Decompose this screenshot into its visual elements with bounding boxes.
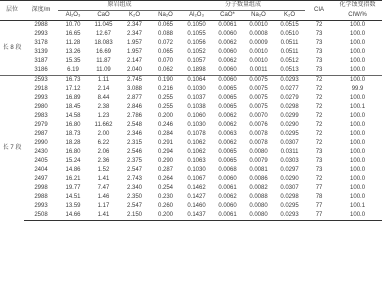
- value-cell: 73: [315, 149, 323, 155]
- value-cell: 0.0010: [249, 49, 268, 55]
- value-cell: 16.73: [58, 76, 88, 86]
- value-cell: 72: [315, 131, 323, 137]
- subheader-mol-na2o: Na₂O: [251, 12, 266, 18]
- value-cell: 0.1063: [187, 158, 206, 164]
- value-cell: 18.28: [65, 140, 81, 146]
- value-cell: 0.0070: [249, 113, 268, 119]
- value-cell: 0.246: [158, 122, 174, 128]
- depth-cell: 3187: [34, 58, 48, 64]
- value-cell: 0.290: [158, 158, 174, 164]
- value-cell: 72: [315, 113, 323, 119]
- header-molecular-composition: 分子数量组成: [181, 1, 305, 11]
- value-cell: 0.1055: [187, 31, 206, 37]
- table-row: [0, 39, 382, 48]
- subheader-raw-na2o: Na₂O: [158, 12, 173, 18]
- depth-cell: 2993: [34, 31, 48, 37]
- value-cell: 100.0: [350, 185, 366, 191]
- value-cell: 2.06: [97, 149, 110, 155]
- header-cia: CIA: [314, 7, 325, 13]
- value-cell: 0.0068: [218, 167, 237, 173]
- value-cell: 0.0307: [280, 140, 299, 146]
- value-cell: 0.200: [150, 211, 181, 221]
- value-cell: 0.0009: [249, 40, 268, 46]
- value-cell: 72: [315, 95, 323, 101]
- value-cell: 2.147: [126, 58, 142, 64]
- value-cell: 11.045: [94, 22, 113, 28]
- value-cell: 0.1898: [187, 67, 206, 73]
- table-row: [0, 157, 382, 166]
- value-cell: 99.9: [351, 86, 364, 92]
- value-cell: 77: [305, 211, 333, 221]
- value-cell: 73: [315, 67, 323, 73]
- value-cell: 100.0: [350, 194, 366, 200]
- value-cell: 0.0008: [249, 31, 268, 37]
- depth-cell: 2497: [34, 176, 48, 182]
- value-cell: 72: [315, 140, 323, 146]
- table-row: [0, 30, 382, 39]
- table-row: [0, 166, 382, 175]
- value-cell: 100.0: [350, 167, 366, 173]
- value-cell: 2.745: [119, 76, 150, 86]
- value-cell: 0.0078: [249, 131, 268, 137]
- value-cell: 2.846: [126, 104, 142, 110]
- value-cell: 0.0299: [280, 113, 299, 119]
- depth-cell: 2983: [34, 113, 48, 119]
- layer-label: 长 7 段: [0, 76, 24, 221]
- table-row: [0, 193, 382, 202]
- value-cell: 2.315: [126, 140, 142, 146]
- value-cell: 2.00: [97, 131, 110, 137]
- value-cell: 0.0060: [218, 67, 237, 73]
- value-cell: 72: [315, 86, 323, 92]
- value-cell: 1.41: [97, 176, 110, 182]
- value-cell: 0.0010: [249, 22, 268, 28]
- value-cell: 0.190: [150, 76, 181, 86]
- value-cell: 0.0011: [249, 67, 268, 73]
- value-cell: 0.0060: [218, 31, 237, 37]
- depth-cell: 3178: [34, 40, 48, 46]
- value-cell: 0.1060: [187, 113, 206, 119]
- value-cell: 2.36: [97, 158, 110, 164]
- value-cell: 2.546: [126, 149, 142, 155]
- value-cell: 77: [315, 185, 323, 191]
- value-cell: 0.0513: [280, 67, 299, 73]
- subheader-mol-cao: CaO*: [220, 12, 235, 18]
- depth-cell: 2993: [34, 203, 48, 209]
- table-row: [0, 175, 382, 184]
- value-cell: 0.0511: [280, 49, 299, 55]
- table-row: [0, 211, 382, 221]
- value-cell: 2.877: [126, 95, 142, 101]
- value-cell: 100.0: [350, 149, 366, 155]
- value-cell: 100.0: [350, 113, 366, 119]
- value-cell: 12.67: [95, 31, 111, 37]
- value-cell: 100.1: [350, 104, 366, 110]
- value-cell: 16.21: [65, 176, 81, 182]
- value-cell: 0.0061: [212, 211, 243, 221]
- value-cell: 100.0: [350, 140, 366, 146]
- value-cell: 73: [315, 58, 323, 64]
- value-cell: 14.86: [65, 167, 81, 173]
- table-row: [0, 85, 382, 94]
- value-cell: 2.786: [126, 113, 142, 119]
- value-cell: 1.46: [97, 194, 110, 200]
- value-cell: 8.44: [97, 95, 110, 101]
- value-cell: 0.0065: [218, 104, 237, 110]
- header-ratio: 化学蚀变指数: [339, 2, 376, 9]
- value-cell: 0.0290: [280, 176, 299, 182]
- value-cell: 0.264: [158, 176, 174, 182]
- value-cell: 0.1056: [187, 40, 206, 46]
- subheader-raw-al2o3: Al₂O₃: [65, 12, 81, 18]
- value-cell: 0.0086: [249, 176, 268, 182]
- value-cell: 72: [315, 122, 323, 128]
- table-row: [0, 130, 382, 139]
- value-cell: 0.0081: [249, 167, 268, 173]
- value-cell: 73: [315, 167, 323, 173]
- value-cell: 2.347: [126, 31, 142, 37]
- value-cell: 0.255: [158, 104, 174, 110]
- value-cell: 0.1062: [187, 149, 206, 155]
- value-cell: 18.73: [65, 131, 81, 137]
- value-cell: 72: [305, 76, 333, 86]
- value-cell: 100.0: [350, 131, 366, 137]
- value-cell: 1.52: [97, 167, 110, 173]
- value-cell: 0.0080: [249, 149, 268, 155]
- value-cell: 17.12: [65, 86, 81, 92]
- value-cell: 0.0293: [274, 76, 305, 86]
- value-cell: 15.24: [65, 158, 81, 164]
- value-cell: 0.0060: [218, 203, 237, 209]
- value-cell: 0.0065: [218, 95, 237, 101]
- table-row: [0, 112, 382, 121]
- value-cell: 0.1064: [181, 76, 212, 86]
- value-cell: 0.0075: [249, 86, 268, 92]
- value-cell: 72: [315, 22, 323, 28]
- value-cell: 73: [315, 49, 323, 55]
- value-cell: 77: [315, 203, 323, 209]
- value-cell: 18.083: [94, 40, 113, 46]
- value-cell: 2.040: [126, 67, 142, 73]
- value-cell: 15.35: [65, 58, 81, 64]
- value-cell: 7.47: [97, 185, 110, 191]
- value-cell: 0.1427: [187, 194, 206, 200]
- depth-cell: 2979: [34, 122, 48, 128]
- value-cell: 3.088: [126, 86, 142, 92]
- value-cell: 0.0060: [212, 76, 243, 86]
- value-cell: 0.0061: [218, 185, 237, 191]
- value-cell: 0.0062: [218, 140, 237, 146]
- value-cell: 0.1067: [187, 176, 206, 182]
- value-cell: 0.0010: [249, 58, 268, 64]
- value-cell: 0.1030: [187, 122, 206, 128]
- value-cell: 0.0062: [218, 58, 237, 64]
- value-cell: 0.1462: [187, 185, 206, 191]
- depth-cell: 2990: [34, 140, 48, 146]
- value-cell: 100.0: [350, 67, 366, 73]
- table-body: [0, 21, 382, 221]
- depth-cell: 2988: [34, 194, 48, 200]
- value-cell: 0.0078: [249, 140, 268, 146]
- value-cell: 0.0062: [218, 194, 237, 200]
- value-cell: 2.548: [126, 122, 142, 128]
- table-row: [0, 139, 382, 148]
- value-cell: 0.0062: [218, 40, 237, 46]
- depth-cell: 2404: [34, 167, 48, 173]
- depth-cell: 3186: [34, 67, 48, 73]
- value-cell: 18.45: [65, 104, 81, 110]
- table-row: [0, 48, 382, 57]
- depth-cell: 2508: [24, 211, 58, 221]
- value-cell: 0.1050: [187, 22, 206, 28]
- value-cell: 0.1062: [187, 140, 206, 146]
- value-cell: 0.0060: [218, 49, 237, 55]
- value-cell: 19.77: [65, 185, 81, 191]
- value-cell: 11.87: [96, 58, 111, 64]
- value-cell: 0.0079: [249, 158, 268, 164]
- value-cell: 0.1460: [187, 203, 206, 209]
- value-cell: 14.66: [58, 211, 88, 221]
- value-cell: 0.0080: [243, 211, 274, 221]
- value-cell: 0.0082: [249, 185, 268, 191]
- subheader-raw-k2o: K₂O: [129, 12, 140, 18]
- value-cell: 73: [315, 158, 323, 164]
- value-cell: 0.1030: [187, 167, 206, 173]
- depth-cell: 2980: [34, 104, 48, 110]
- value-cell: 13.26: [65, 49, 81, 55]
- value-cell: 0.0303: [280, 158, 299, 164]
- value-cell: 16.69: [95, 49, 111, 55]
- value-cell: 14.51: [65, 194, 81, 200]
- value-cell: 1.957: [126, 49, 142, 55]
- value-cell: 6.19: [67, 67, 79, 73]
- value-cell: 2.340: [126, 185, 142, 191]
- value-cell: 0.0277: [280, 86, 299, 92]
- value-cell: 0.0075: [249, 104, 268, 110]
- value-cell: 100.1: [350, 203, 366, 209]
- value-cell: 0.0311: [280, 149, 299, 155]
- value-cell: 72: [315, 176, 323, 182]
- value-cell: 16.89: [65, 95, 81, 101]
- depth-cell: 2993: [34, 95, 48, 101]
- value-cell: 0.254: [158, 185, 174, 191]
- value-cell: 0.070: [158, 58, 174, 64]
- value-cell: 100.0: [350, 158, 366, 164]
- value-cell: 0.0065: [218, 86, 237, 92]
- value-cell: 6.22: [97, 140, 110, 146]
- table-row: [0, 184, 382, 193]
- layer-label: 长 8 段: [2, 44, 22, 51]
- value-cell: 100.0: [350, 122, 366, 128]
- value-cell: 0.0062: [218, 122, 237, 128]
- value-cell: 73: [315, 40, 323, 46]
- value-cell: 1.23: [97, 113, 110, 119]
- value-cell: 16.65: [65, 31, 81, 37]
- value-cell: 0.0297: [280, 167, 299, 173]
- value-cell: 2.346: [126, 131, 142, 137]
- table-row: [0, 202, 382, 211]
- value-cell: 11.662: [94, 122, 113, 128]
- value-cell: 0.072: [158, 40, 174, 46]
- value-cell: 0.0060: [218, 176, 237, 182]
- value-cell: 14.58: [65, 113, 81, 119]
- depth-cell: 2998: [34, 185, 48, 191]
- value-cell: 0.255: [158, 95, 174, 101]
- value-cell: 100.0: [350, 40, 366, 46]
- value-cell: 100.0: [350, 49, 366, 55]
- value-cell: 0.0063: [218, 131, 237, 137]
- table-row: [0, 76, 382, 86]
- value-cell: 0.0065: [218, 149, 237, 155]
- value-cell: 13.59: [65, 203, 81, 209]
- value-cell: 100.0: [350, 95, 366, 101]
- value-cell: 0.0295: [280, 131, 299, 137]
- value-cell: 0.230: [158, 194, 174, 200]
- value-cell: 0.0511: [280, 40, 299, 46]
- value-cell: 0.200: [158, 113, 174, 119]
- value-cell: 0.287: [158, 167, 174, 173]
- value-cell: 0.0065: [218, 158, 237, 164]
- value-cell: 1.11: [88, 76, 119, 86]
- value-cell: 73: [315, 31, 323, 37]
- value-cell: 1.17: [97, 203, 110, 209]
- value-cell: 0.0080: [249, 203, 268, 209]
- value-cell: 100.0: [350, 22, 366, 28]
- value-cell: 11.28: [65, 40, 81, 46]
- value-cell: 0.1057: [187, 58, 206, 64]
- value-cell: 16.80: [65, 149, 81, 155]
- value-cell: 0.0076: [249, 122, 268, 128]
- value-cell: 2.38: [97, 104, 110, 110]
- value-cell: 0.0512: [280, 58, 299, 64]
- value-cell: 0.1037: [187, 95, 206, 101]
- value-cell: 0.260: [158, 203, 174, 209]
- table-row: [0, 148, 382, 157]
- value-cell: 72: [315, 104, 323, 110]
- value-cell: 0.0075: [243, 76, 274, 86]
- value-cell: 0.0298: [280, 104, 299, 110]
- value-cell: 0.284: [158, 131, 174, 137]
- subheader-mol-al2o3: Al₂O₃: [189, 12, 204, 18]
- value-cell: 2.150: [119, 211, 150, 221]
- header-raw-composition: 原岩组成: [58, 1, 181, 11]
- value-cell: 0.216: [158, 86, 174, 92]
- value-cell: 0.0293: [274, 211, 305, 221]
- value-cell: 0.1052: [187, 49, 206, 55]
- value-cell: 2.547: [126, 167, 142, 173]
- header-layer: 层位: [5, 7, 18, 13]
- subheader-ratio-unit: CIW/%: [348, 11, 367, 18]
- depth-cell: 2593: [24, 76, 58, 86]
- depth-cell: 2988: [34, 22, 48, 28]
- table-row: [0, 21, 382, 31]
- subheader-mol-k2o: K₂O: [284, 12, 296, 18]
- value-cell: 0.1078: [187, 131, 206, 137]
- depth-cell: 2405: [34, 158, 48, 164]
- value-cell: 0.1038: [187, 104, 206, 110]
- value-cell: 2.347: [126, 22, 142, 28]
- depth-cell: 2987: [34, 131, 48, 137]
- value-cell: 0.0298: [280, 194, 299, 200]
- value-cell: 11.09: [96, 67, 111, 73]
- value-cell: 2.14: [97, 86, 110, 92]
- depth-cell: 2430: [34, 149, 48, 155]
- value-cell: 0.291: [158, 140, 174, 146]
- value-cell: 100.0: [350, 31, 366, 37]
- table-row: [0, 121, 382, 130]
- value-cell: 0.0088: [249, 194, 268, 200]
- value-cell: 0.0062: [218, 113, 237, 119]
- value-cell: 0.0510: [280, 31, 299, 37]
- value-cell: 0.065: [158, 22, 174, 28]
- value-cell: 78: [315, 194, 323, 200]
- value-cell: 100.0: [333, 76, 382, 86]
- value-cell: 0.0061: [218, 22, 237, 28]
- depth-cell: 3139: [34, 49, 48, 55]
- value-cell: 1.41: [88, 211, 119, 221]
- header-depth: 深度/m: [31, 7, 51, 13]
- value-cell: 0.0075: [249, 95, 268, 101]
- value-cell: 10.70: [65, 22, 81, 28]
- value-cell: 16.80: [65, 122, 81, 128]
- value-cell: 0.0295: [280, 203, 299, 209]
- value-cell: 0.062: [158, 67, 174, 73]
- value-cell: 0.0290: [280, 122, 299, 128]
- value-cell: 0.0279: [280, 95, 299, 101]
- table-row: [0, 103, 382, 112]
- value-cell: 0.088: [158, 31, 174, 37]
- value-cell: 0.294: [158, 149, 174, 155]
- value-cell: 2.743: [126, 176, 142, 182]
- subheader-raw-cao: CaO: [97, 12, 110, 18]
- value-cell: 0.065: [158, 49, 174, 55]
- value-cell: 100.0: [350, 58, 366, 64]
- value-cell: 100.0: [333, 211, 382, 221]
- value-cell: 2.350: [126, 194, 142, 200]
- value-cell: 0.0515: [280, 22, 299, 28]
- value-cell: 0.0307: [280, 185, 299, 191]
- table-row: [0, 94, 382, 103]
- value-cell: 1.957: [126, 40, 142, 46]
- value-cell: 2.547: [126, 203, 142, 209]
- table-row: [0, 57, 382, 66]
- value-cell: 2.375: [126, 158, 142, 164]
- value-cell: 100.0: [350, 176, 366, 182]
- table-row: [0, 66, 382, 76]
- value-cell: 0.1030: [187, 86, 206, 92]
- value-cell: 0.1437: [181, 211, 212, 221]
- depth-cell: 2918: [34, 86, 48, 92]
